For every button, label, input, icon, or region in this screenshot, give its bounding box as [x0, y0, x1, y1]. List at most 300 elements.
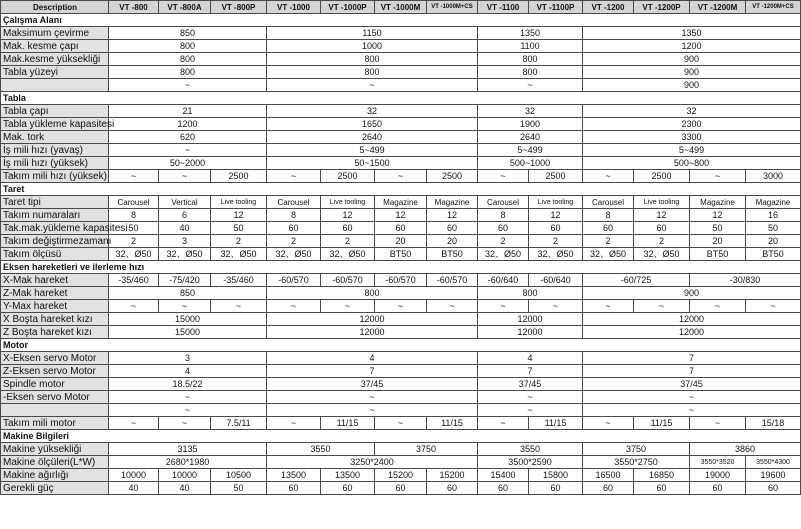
spec-label: Tabla yükleme kapasitesi: [1, 118, 109, 131]
spec-value: 3550*2750: [583, 456, 690, 469]
spec-value: 7: [478, 365, 583, 378]
spec-value: 2: [634, 235, 690, 248]
section-title: Çalışma Alanı: [1, 14, 801, 27]
spec-value: BT50: [746, 248, 801, 261]
spec-value: -60/570: [267, 274, 321, 287]
section-title: Eksen hareketleri ve ilerleme hızı: [1, 261, 801, 274]
spec-value: 800: [109, 66, 267, 79]
spec-value: 50: [109, 222, 159, 235]
spec-value: 50: [690, 222, 746, 235]
model-header: VT -1100: [478, 1, 529, 14]
spec-label: Takım ölçüsü: [1, 248, 109, 261]
spec-value: 2640: [478, 131, 583, 144]
spec-value: Carousel: [267, 196, 321, 209]
spec-value: ~: [267, 79, 478, 92]
spec-value: ~: [478, 300, 529, 313]
spec-row: [1, 53, 801, 66]
spec-value: 4: [267, 352, 478, 365]
spec-value: ~: [427, 300, 478, 313]
spec-value: 3: [109, 352, 267, 365]
spec-value: ~: [109, 144, 267, 157]
spec-value: 15000: [109, 313, 267, 326]
spec-row: [1, 27, 801, 40]
spec-value: 900: [583, 66, 801, 79]
spec-value: 2: [529, 235, 583, 248]
spec-value: 15200: [375, 469, 427, 482]
spec-value: 2: [321, 235, 375, 248]
spec-value: ~: [159, 300, 211, 313]
spec-value: 60: [478, 222, 529, 235]
spec-value: ~: [267, 391, 478, 404]
spec-label: Spindle motor: [1, 378, 109, 391]
spec-value: -60/570: [427, 274, 478, 287]
spec-value: 60: [427, 482, 478, 495]
spec-value: 11/15: [427, 417, 478, 430]
spec-value: ~: [690, 170, 746, 183]
spec-row: [1, 222, 801, 235]
spec-label: X-Mak hareket: [1, 274, 109, 287]
spec-value: 900: [583, 53, 801, 66]
spec-value: Live tooling: [529, 196, 583, 209]
model-header: VT -1200M+CS: [746, 1, 801, 14]
spec-value: 60: [267, 482, 321, 495]
spec-label: Tabla çapı: [1, 105, 109, 118]
spec-value: 32、Ø50: [267, 248, 321, 261]
spec-value: Live tooling: [321, 196, 375, 209]
spec-value: 32、Ø50: [529, 248, 583, 261]
spec-label: İş mili hızı (yüksek): [1, 157, 109, 170]
spec-value: 3: [159, 235, 211, 248]
spec-value: 850: [109, 27, 267, 40]
spec-value: 5~499: [478, 144, 583, 157]
spec-value: 60: [375, 222, 427, 235]
spec-value: 32: [478, 105, 583, 118]
spec-row: [1, 443, 801, 456]
spec-value: 16500: [583, 469, 634, 482]
spec-label: Makine yüksekliği: [1, 443, 109, 456]
spec-value: Magazine: [690, 196, 746, 209]
spec-label: Mak.kesme yüksekliği: [1, 53, 109, 66]
spec-value: 50: [746, 222, 801, 235]
spec-value: 19000: [690, 469, 746, 482]
model-header: VT -1000: [267, 1, 321, 14]
spec-value: 32、Ø50: [583, 248, 634, 261]
spec-value: 12: [375, 209, 427, 222]
spec-value: 60: [583, 482, 634, 495]
spec-value: 15400: [478, 469, 529, 482]
spec-value: 15/18: [746, 417, 801, 430]
spec-row: [1, 365, 801, 378]
spec-value: Carousel: [583, 196, 634, 209]
spec-value: 8: [583, 209, 634, 222]
model-header: VT -800A: [159, 1, 211, 14]
spec-value: ~: [159, 417, 211, 430]
spec-value: 12: [211, 209, 267, 222]
spec-value: ~: [109, 79, 267, 92]
spec-value: 32: [267, 105, 478, 118]
spec-value: 60: [427, 222, 478, 235]
spec-value: 3135: [109, 443, 267, 456]
section-row: [1, 430, 801, 443]
spec-value: 32: [583, 105, 801, 118]
spec-value: ~: [109, 417, 159, 430]
spec-value: 1650: [267, 118, 478, 131]
spec-value: 12000: [583, 313, 801, 326]
spec-row: [1, 105, 801, 118]
spec-row: [1, 118, 801, 131]
model-header: VT -1200P: [634, 1, 690, 14]
spec-label: [1, 79, 109, 92]
spec-value: ~: [321, 300, 375, 313]
spec-value: 800: [478, 66, 583, 79]
spec-value: 13500: [321, 469, 375, 482]
spec-value: 6: [159, 209, 211, 222]
spec-value: 5~499: [267, 144, 478, 157]
spec-value: Carousel: [478, 196, 529, 209]
spec-value: 20: [690, 235, 746, 248]
spec-value: ~: [583, 417, 634, 430]
spec-value: 10500: [211, 469, 267, 482]
spec-value: 850: [109, 287, 267, 300]
spec-label: Mak. tork: [1, 131, 109, 144]
spec-value: 37/45: [583, 378, 801, 391]
spec-value: 1200: [583, 40, 801, 53]
spec-value: 2500: [427, 170, 478, 183]
spec-value: ~: [109, 300, 159, 313]
spec-value: 2: [211, 235, 267, 248]
section-row: [1, 339, 801, 352]
spec-value: ~: [109, 391, 267, 404]
spec-row: [1, 274, 801, 287]
spec-row: [1, 248, 801, 261]
spec-value: 1150: [267, 27, 478, 40]
spec-value: 4: [478, 352, 583, 365]
spec-value: 60: [634, 222, 690, 235]
spec-value: 11/15: [321, 417, 375, 430]
spec-row: [1, 157, 801, 170]
spec-value: ~: [109, 404, 267, 417]
model-header: VT -800P: [211, 1, 267, 14]
spec-value: 15800: [529, 469, 583, 482]
spec-row: [1, 404, 801, 417]
spec-row: [1, 300, 801, 313]
spec-value: 2680*1980: [109, 456, 267, 469]
spec-value: ~: [634, 300, 690, 313]
spec-value: 7.5/11: [211, 417, 267, 430]
spec-label: Takım mili hızı (yüksek): [1, 170, 109, 183]
spec-value: ~: [478, 391, 583, 404]
spec-value: 1200: [109, 118, 267, 131]
spec-label: Mak. kesme çapı: [1, 40, 109, 53]
spec-value: 3250*2400: [267, 456, 478, 469]
spec-value: 900: [583, 79, 801, 92]
spec-value: 18.5/22: [109, 378, 267, 391]
spec-value: 500~1000: [478, 157, 583, 170]
spec-value: Live tooling: [211, 196, 267, 209]
spec-value: ~: [375, 300, 427, 313]
spec-value: 16: [746, 209, 801, 222]
spec-value: 3750: [375, 443, 478, 456]
spec-row: [1, 170, 801, 183]
spec-value: 12000: [267, 313, 478, 326]
spec-value: ~: [159, 170, 211, 183]
spec-value: ~: [375, 417, 427, 430]
spec-value: ~: [267, 170, 321, 183]
spec-value: 15000: [109, 326, 267, 339]
spec-value: 20: [427, 235, 478, 248]
spec-value: 12: [690, 209, 746, 222]
section-row: [1, 14, 801, 27]
spec-value: 2500: [321, 170, 375, 183]
spec-value: 60: [321, 222, 375, 235]
spec-value: ~: [211, 300, 267, 313]
spec-value: 12000: [478, 326, 583, 339]
spec-value: 800: [267, 53, 478, 66]
spec-value: -60/570: [321, 274, 375, 287]
spec-value: 3300: [583, 131, 801, 144]
spec-value: 12000: [583, 326, 801, 339]
spec-value: ~: [478, 404, 583, 417]
spec-value: 20: [375, 235, 427, 248]
spec-value: 50~2000: [109, 157, 267, 170]
spec-value: 60: [321, 482, 375, 495]
spec-value: 2: [478, 235, 529, 248]
spec-value: 2500: [529, 170, 583, 183]
spec-value: 800: [478, 287, 583, 300]
spec-value: 12: [529, 209, 583, 222]
spec-value: -75/420: [159, 274, 211, 287]
spec-value: 2640: [267, 131, 478, 144]
spec-value: ~: [478, 170, 529, 183]
spec-value: 20: [746, 235, 801, 248]
spec-value: 800: [267, 66, 478, 79]
spec-value: 60: [746, 482, 801, 495]
spec-value: Live tooling: [634, 196, 690, 209]
model-header: VT -800: [109, 1, 159, 14]
spec-row: [1, 482, 801, 495]
spec-value: 3000: [746, 170, 801, 183]
spec-value: 7: [267, 365, 478, 378]
spec-row: [1, 469, 801, 482]
spec-value: ~: [583, 391, 801, 404]
spec-value: 32、Ø50: [321, 248, 375, 261]
spec-value: 32、Ø50: [634, 248, 690, 261]
spec-value: 800: [267, 287, 478, 300]
spec-row: [1, 313, 801, 326]
spec-value: 12: [634, 209, 690, 222]
spec-value: 32、Ø50: [478, 248, 529, 261]
spec-value: 900: [583, 287, 801, 300]
header-description: Description: [1, 1, 109, 14]
spec-value: 3860: [690, 443, 801, 456]
section-title: Taret: [1, 183, 801, 196]
spec-value: 15200: [427, 469, 478, 482]
spec-value: 60: [478, 482, 529, 495]
spec-value: BT50: [427, 248, 478, 261]
spec-value: 50~1500: [267, 157, 478, 170]
spec-value: ~: [583, 404, 801, 417]
spec-label: Takım mili motor: [1, 417, 109, 430]
spec-label: X Boşta hareket kızı: [1, 313, 109, 326]
spec-value: 1350: [583, 27, 801, 40]
spec-label: Z Boşta hareket kızı: [1, 326, 109, 339]
spec-value: 37/45: [478, 378, 583, 391]
section-title: Motor: [1, 339, 801, 352]
spec-value: -35/460: [109, 274, 159, 287]
spec-value: ~: [583, 170, 634, 183]
spec-value: 60: [375, 482, 427, 495]
spec-label: Z-Eksen servo Motor: [1, 365, 109, 378]
spec-value: 50: [211, 482, 267, 495]
spec-value: 5~499: [583, 144, 801, 157]
spec-value: 1000: [267, 40, 478, 53]
spec-label: Gerekli güç: [1, 482, 109, 495]
spec-row: [1, 40, 801, 53]
spec-value: 500~800: [583, 157, 801, 170]
spec-label: Makine ağırlığı: [1, 469, 109, 482]
spec-value: BT50: [375, 248, 427, 261]
spec-value: 8: [267, 209, 321, 222]
spec-row: [1, 235, 801, 248]
spec-label: Z-Mak hareket: [1, 287, 109, 300]
spec-value: 2: [109, 235, 159, 248]
spec-value: 800: [109, 53, 267, 66]
spec-value: 3750: [583, 443, 690, 456]
spec-value: -60/725: [583, 274, 690, 287]
spec-value: 1900: [478, 118, 583, 131]
spec-row: [1, 391, 801, 404]
spec-label: Taret tipi: [1, 196, 109, 209]
spec-label: Y-Max hareket: [1, 300, 109, 313]
spec-value: 60: [267, 222, 321, 235]
spec-value: 60: [529, 482, 583, 495]
model-header: VT -1000M: [375, 1, 427, 14]
spec-label: -Eksen servo Motor: [1, 391, 109, 404]
spec-value: 620: [109, 131, 267, 144]
spec-row: [1, 352, 801, 365]
spec-value: 11/15: [529, 417, 583, 430]
spec-label: Maksimum çevirme: [1, 27, 109, 40]
spec-row: [1, 326, 801, 339]
spec-value: 7: [583, 365, 801, 378]
spec-value: ~: [690, 300, 746, 313]
spec-value: 12000: [478, 313, 583, 326]
spec-value: ~: [529, 300, 583, 313]
spec-value: 3550*4300: [746, 456, 801, 469]
spec-value: ~: [746, 300, 801, 313]
spec-value: 800: [478, 53, 583, 66]
spec-value: 2300: [583, 118, 801, 131]
spec-value: -60/570: [375, 274, 427, 287]
spec-value: 50: [211, 222, 267, 235]
spec-value: -35/460: [211, 274, 267, 287]
spec-value: 40: [109, 482, 159, 495]
spec-value: 60: [583, 222, 634, 235]
spec-value: 16850: [634, 469, 690, 482]
spec-value: 40: [159, 222, 211, 235]
spec-label: Takım değiştirmezamanı: [1, 235, 109, 248]
spec-label: [1, 404, 109, 417]
spec-row: [1, 287, 801, 300]
spec-value: 4: [109, 365, 267, 378]
section-row: [1, 92, 801, 105]
spec-value: 60: [529, 222, 583, 235]
spec-value: 8: [478, 209, 529, 222]
spec-value: ~: [375, 170, 427, 183]
spec-value: 12: [427, 209, 478, 222]
spec-row: [1, 378, 801, 391]
spec-value: 12: [321, 209, 375, 222]
spec-value: -60/640: [478, 274, 529, 287]
spec-value: 40: [159, 482, 211, 495]
spec-value: Carousel: [109, 196, 159, 209]
model-header: VT -1200: [583, 1, 634, 14]
spec-label: Takım numaraları: [1, 209, 109, 222]
spec-value: 2: [583, 235, 634, 248]
spec-value: 3500*2590: [478, 456, 583, 469]
section-row: [1, 261, 801, 274]
spec-value: ~: [478, 79, 583, 92]
spec-value: 3550: [478, 443, 583, 456]
spec-value: 2500: [634, 170, 690, 183]
spec-value: ~: [478, 417, 529, 430]
spec-value: 2: [267, 235, 321, 248]
spec-value: 11/15: [634, 417, 690, 430]
spec-value: ~: [267, 300, 321, 313]
spec-row: [1, 209, 801, 222]
spec-label: Makine ölçüleri(L*W): [1, 456, 109, 469]
spec-value: 21: [109, 105, 267, 118]
spec-value: ~: [583, 300, 634, 313]
spec-row: [1, 196, 801, 209]
spec-row: [1, 456, 801, 469]
spec-row: [1, 417, 801, 430]
spec-value: 3550*3520: [690, 456, 746, 469]
spec-value: Vertical: [159, 196, 211, 209]
spec-value: 60: [634, 482, 690, 495]
spec-row: [1, 131, 801, 144]
spec-row: [1, 66, 801, 79]
spec-value: Magazine: [746, 196, 801, 209]
model-header: VT -1100P: [529, 1, 583, 14]
spec-value: Magazine: [427, 196, 478, 209]
spec-value: 10000: [159, 469, 211, 482]
spec-value: 7: [583, 352, 801, 365]
spec-row: [1, 144, 801, 157]
spec-value: 32、Ø50: [211, 248, 267, 261]
spec-value: 1350: [478, 27, 583, 40]
spec-value: 12000: [267, 326, 478, 339]
spec-value: -60/640: [529, 274, 583, 287]
spec-value: 3550: [267, 443, 375, 456]
spec-value: 32、Ø50: [109, 248, 159, 261]
spec-value: 19600: [746, 469, 801, 482]
header-row: [1, 1, 801, 14]
model-header: VT -1200M: [690, 1, 746, 14]
spec-label: İş mili hızı (yavaş): [1, 144, 109, 157]
spec-label: X-Eksen servo Motor: [1, 352, 109, 365]
spec-value: 8: [109, 209, 159, 222]
spec-value: ~: [109, 170, 159, 183]
spec-row: [1, 79, 801, 92]
spec-label: Tak.mak.yükleme kapasitesi: [1, 222, 109, 235]
spec-value: 10000: [109, 469, 159, 482]
spec-value: Magazine: [375, 196, 427, 209]
spec-value: -30/830: [690, 274, 801, 287]
spec-value: ~: [690, 417, 746, 430]
spec-value: 13500: [267, 469, 321, 482]
section-row: [1, 183, 801, 196]
